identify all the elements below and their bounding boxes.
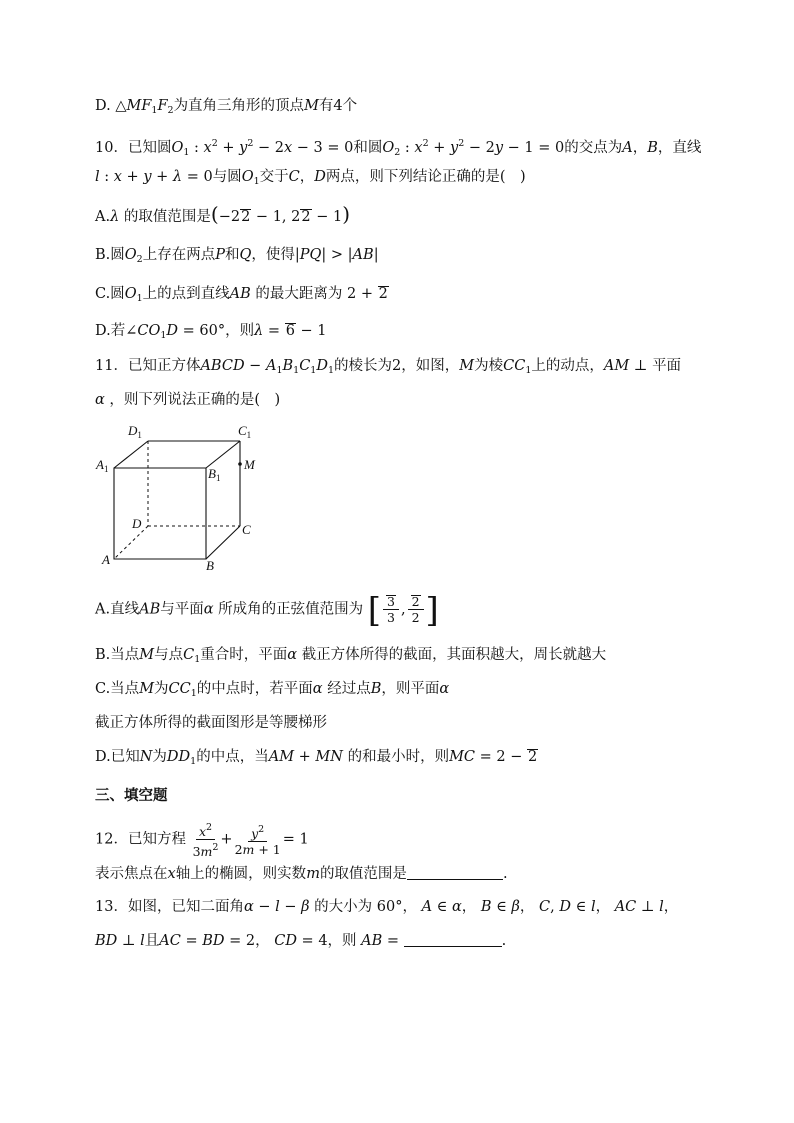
q10-option-b: B.圆$O_2$上存在两点P和Q，使得|PQ| > |AB|: [95, 247, 379, 265]
label-m: M: [244, 457, 255, 472]
q11-option-c-line2: 截正方体所得的截面图形是等腰梯形: [95, 715, 327, 731]
q9-option-d: D. $\triangle MF_1F_2$为直角三角形的顶点M有4个: [95, 98, 358, 116]
q11-stem-line1: 11．已知正方体ABCD − $A_1B_1C_1D_1$的棱长为2，如图，M为棱$CC_1$上的动点，AM ⊥ 平面: [95, 358, 682, 376]
q12-stem-line2: 表示焦点在x轴上的椭圆，则实数m的取值范围是 .: [95, 866, 508, 882]
answer-blank[interactable]: [407, 865, 503, 880]
label-b1: $B_1$: [208, 466, 221, 483]
q11-stem-line2: α ，则下列说法正确的是( ): [95, 392, 281, 408]
q13-stem-line1: 13．如图，已知二面角α − l − β 的大小为 60°， A ∈ α， B ∈ β， C, D ∈ l， AC ⊥ l，: [95, 899, 679, 915]
q10-option-d: D.若$\angle CO_1D = 60^\circ$，则λ = 6 − 1: [95, 323, 327, 341]
label-a: A: [102, 552, 110, 567]
q13-stem-line2: BD ⊥ l且AC = BD = 2， CD = 4，则 AB = .: [95, 933, 507, 949]
option-label: D.: [95, 98, 111, 114]
q11-option-b: B.当点M与点$C_1$重合时，平面α 截正方体所得的截面，其面积越大，周长就越大: [95, 647, 607, 665]
cube-figure: [92, 418, 272, 576]
label-d: D: [132, 516, 142, 531]
q11-option-a: A.直线AB与平面α 所成角的正弦值范围为 [ $\frac{3}{3}$ , $\frac{2}{2}$ ]: [95, 590, 439, 631]
section-title: 三、填空题: [95, 787, 168, 804]
q10-option-c: C.圆$O_1$上的点到直线AB 的最大距离为 2 + 2: [95, 286, 388, 304]
answer-blank[interactable]: [404, 932, 502, 947]
label-d1: $D_1$: [128, 423, 142, 440]
label-c1: $C_1$: [238, 423, 252, 440]
q10-stem-line2: l : x + y + λ = 0与圆$O_1$交于C，D两点，则下列结论正确的是( ): [95, 169, 526, 187]
label-c: C: [242, 522, 251, 537]
q10-option-a: A.λ 的取值范围是(−22 − 1, 22 − 1): [95, 202, 351, 226]
q11-option-d: D.已知N为$DD_1$的中点，当AM + MN 的和最小时，则MC = 2 − 2: [95, 749, 538, 767]
point-m: [238, 462, 242, 466]
q12-stem-line1: 12．已知方程 $\frac{x^2}{3m^2}$ + $\frac{y^2}{2m + 1}$ = 1: [95, 822, 309, 859]
label-b: B: [206, 558, 214, 573]
q10-stem-line1: 10．已知圆$O_1$ : $x^2 + y^2 - 2x - 3 = 0$和圆$O_2$ : $x^2 + y^2 - 2y - 1 = 0$的交点为A，B，直线: [95, 138, 702, 158]
q11-option-c: C.当点M为$CC_1$的中点时，若平面α 经过点B，则平面α: [95, 681, 450, 699]
label-a1: $A_1$: [96, 457, 109, 474]
